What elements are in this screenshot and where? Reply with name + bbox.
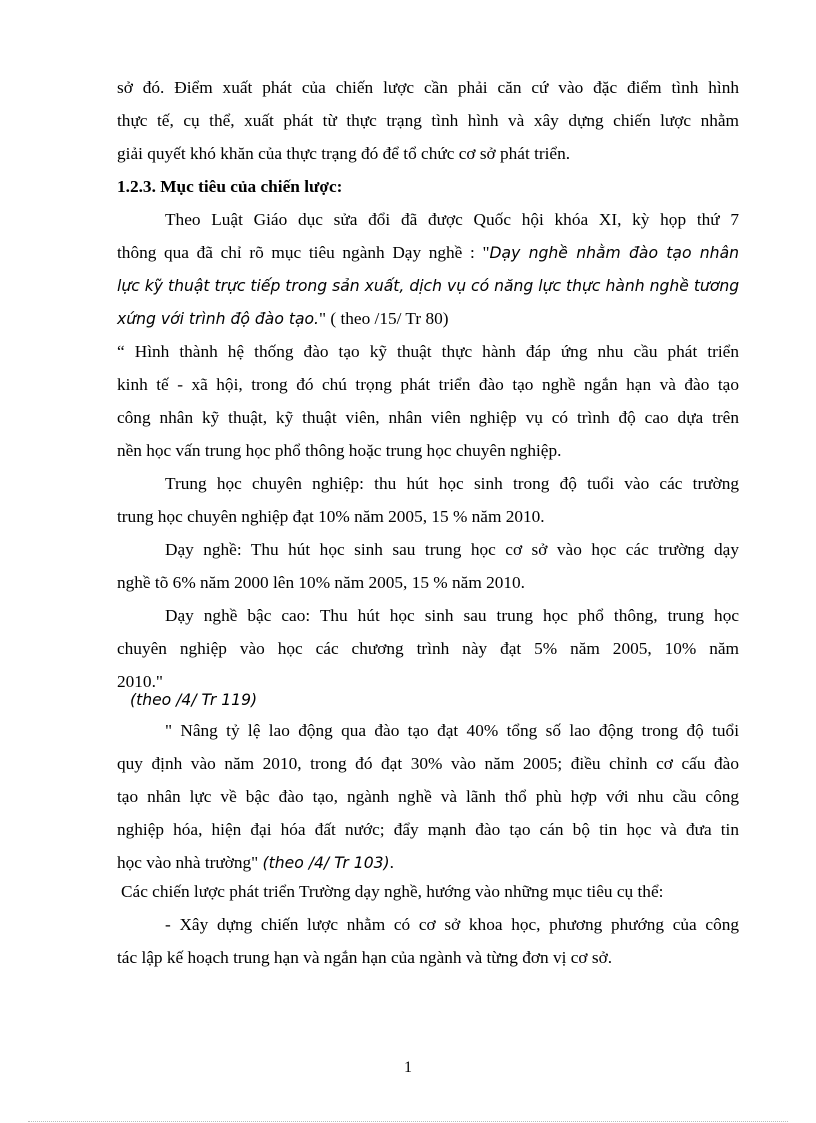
- paragraph-line: sở đó. Điểm xuất phát của chiến lược cần phải căn cứ vào đặc điểm tình hình: [117, 78, 739, 97]
- paragraph-line: công nhân kỹ thuật, kỹ thuật viên, nhân viên nghiệp vụ có trình độ cao dựa trên: [117, 408, 739, 427]
- paragraph-line: giải quyết khó khăn của thực trạng đó để tổ chức cơ sở phát triển.: [117, 144, 571, 163]
- text-span: .: [389, 853, 394, 872]
- paragraph-line: " Nâng tỷ lệ lao động qua đào tạo đạt 40% tổng số lao động trong độ tuổi: [165, 721, 739, 740]
- quote-line: lực kỹ thuật trực tiếp trong sản xuất, dịch vụ có năng lực thực hành nghề tương: [117, 277, 740, 295]
- paragraph-line: [117, 242, 739, 264]
- section-heading: 1.2.3. Mục tiêu của chiến lược:: [117, 177, 343, 196]
- citation: (theo /4/ Tr 119): [130, 691, 258, 709]
- paragraph-line: Trung học chuyên nghiệp: thu hút học sinh trong độ tuổi vào các trường: [165, 474, 739, 493]
- list-item-line: tác lập kế hoạch trung hạn và ngắn hạn của ngành và từng đơn vị cơ sở.: [117, 948, 613, 967]
- paragraph-line: 2010.": [117, 672, 163, 691]
- paragraph-line: chuyên nghiệp vào học các chương trình này đạt 5% năm 2005, 10% năm: [117, 639, 739, 658]
- page-bottom-divider: [28, 1121, 788, 1122]
- paragraph-line: [117, 852, 739, 874]
- page-number: 1: [404, 1059, 412, 1076]
- paragraph-line: trung học chuyên nghiệp đạt 10% năm 2005, 15 % năm 2010.: [117, 507, 545, 526]
- paragraph-line: Theo Luật Giáo dục sửa đổi đã được Quốc hội khóa XI, kỳ họp thứ 7: [165, 210, 739, 229]
- citation-span: (theo /4/ Tr 103): [262, 854, 390, 872]
- paragraph-line: [117, 308, 739, 330]
- paragraph-line: kinh tế - xã hội, trong đó chú trọng phát triển đào tạo nghề ngắn hạn và đào tạo: [117, 375, 739, 394]
- paragraph-line: Dạy nghề: Thu hút học sinh sau trung học cơ sở vào học các trường dạy: [165, 540, 739, 559]
- text-span: thông qua đã chỉ rõ mục tiêu ngành Dạy nghề : ": [117, 243, 490, 262]
- paragraph-line: “ Hình thành hệ thống đào tạo kỹ thuật thực hành đáp ứng nhu cầu phát triển: [117, 342, 739, 361]
- paragraph-line: quy định vào năm 2010, trong đó đạt 30% vào năm 2005; điều chỉnh cơ cấu đào: [117, 754, 739, 773]
- paragraph-line: nghề tõ 6% năm 2000 lên 10% năm 2005, 15 % năm 2010.: [117, 573, 525, 592]
- paragraph-line: nền học vấn trung học phổ thông hoặc trung học chuyên nghiệp.: [117, 441, 562, 460]
- quote-span: xứng với trình độ đào tạo.: [117, 310, 320, 328]
- paragraph-line: Dạy nghề bậc cao: Thu hút học sinh sau trung học phổ thông, trung học: [165, 606, 739, 625]
- paragraph-line: thực tế, cụ thể, xuất phát từ thực trạng tình hình và xây dựng chiến lược nhằm: [117, 111, 739, 130]
- citation-span: " ( theo /15/ Tr 80): [319, 309, 449, 328]
- paragraph-line: tạo nhân lực về bậc đào tạo, ngành nghề và lãnh thổ phù hợp với nhu cầu công: [117, 787, 739, 806]
- paragraph-line: nghiệp hóa, hiện đại hóa đất nước; đẩy mạnh đào tạo cán bộ tin học và đưa tin: [117, 820, 739, 839]
- quote-span: Dạy nghề nhằm đào tạo nhân: [489, 244, 740, 262]
- list-item-line: - Xây dựng chiến lược nhằm có cơ sở khoa học, phương phướng của công: [165, 915, 739, 934]
- paragraph-line: Các chiến lược phát triển Trường dạy nghề, hướng vào những mục tiêu cụ thể:: [121, 882, 664, 901]
- text-span: học vào nhà trường": [117, 853, 263, 872]
